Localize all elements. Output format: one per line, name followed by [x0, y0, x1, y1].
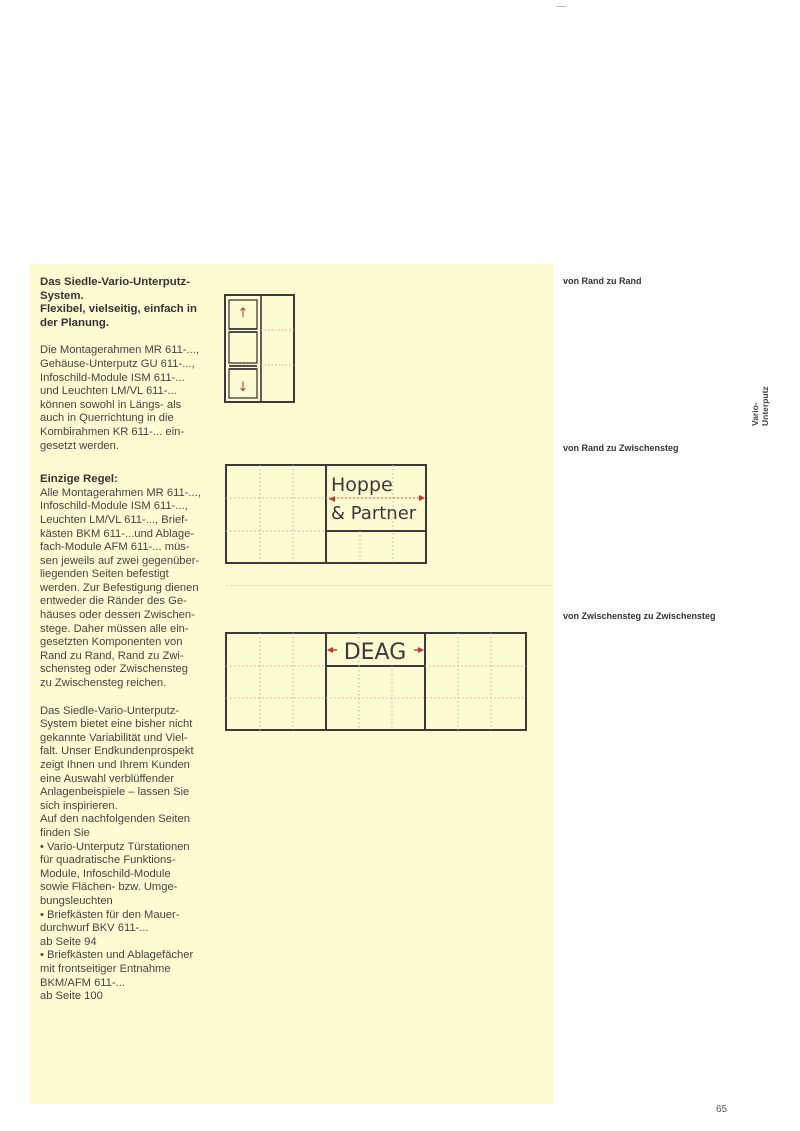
text-line: fach-Module AFM 611-... müs-: [40, 541, 190, 554]
text-line: gesetzt werden.: [40, 439, 119, 452]
text-line: ab Seite 94: [40, 935, 97, 948]
text-line: gesetzten Komponenten von: [40, 636, 183, 649]
caption-rand-zu-rand: von Rand zu Rand: [563, 276, 642, 286]
text-line: zu Zwischensteg reichen.: [40, 677, 167, 690]
side-tab-line: Unterputz: [760, 386, 770, 426]
text-line: Das Siedle-Vario-Unterputz-: [40, 704, 180, 717]
page-number: 65: [716, 1104, 728, 1115]
text-line: Leuchten LM/VL 611-..., Brief-: [40, 513, 188, 526]
text-line: Die Montagerahmen MR 611-...,: [40, 344, 199, 357]
divider-rule: [226, 585, 552, 586]
page-top-mark: [556, 6, 566, 7]
side-tab-line: Vario-: [750, 402, 760, 426]
side-tab: [750, 386, 770, 426]
arrow-up-icon: ↑: [237, 306, 249, 321]
text-line: durchwurf BKV 611-...: [40, 922, 149, 935]
paragraph-variabilitaet: [40, 705, 208, 1004]
heading-line: Flexibel, vielseitig, einfach in: [40, 303, 197, 316]
diagram-zwischensteg-zu-zwischensteg: [225, 632, 529, 733]
text-line: falt. Unser Endkundenprospekt: [40, 745, 194, 758]
text-line: bungsleuchten: [40, 894, 113, 907]
text-line: • Vario-Unterputz Türstationen: [40, 840, 190, 853]
text-line: kästen BKM 611-...und Ablage-: [40, 527, 195, 540]
text-line: Kombirahmen KR 611-... ein-: [40, 425, 185, 438]
text-line: • Briefkästen und Ablagefächer: [40, 949, 194, 962]
text-line: eine Auswahl verblüffender: [40, 772, 175, 785]
text-line: • Briefkästen für den Mauer-: [40, 908, 180, 921]
text-line: liegenden Seiten befestigt: [40, 568, 169, 581]
text-line: ab Seite 100: [40, 990, 103, 1003]
text-line: gekannte Variabilität und Viel-: [40, 731, 188, 744]
rule-heading: Einzige Regel:: [40, 473, 118, 486]
text-line: mit frontseitiger Entnahme: [40, 962, 171, 975]
text-line: für quadratische Funktions-: [40, 854, 176, 867]
text-line: und Leuchten LM/VL 611-...: [40, 385, 177, 398]
heading-line: Das Siedle-Vario-Unterputz-: [40, 276, 191, 288]
sign-hoppe: Hoppe: [331, 474, 393, 496]
text-line: Gehäuse-Unterputz GU 611-...,: [40, 357, 195, 370]
text-line: Infoschild-Module ISM 611-...: [40, 371, 185, 384]
caption-zwischensteg-zu-zwischensteg: von Zwischensteg zu Zwischensteg: [563, 611, 716, 621]
text-line: stege. Daher müssen alle ein-: [40, 622, 189, 635]
caption-rand-zu-zwischensteg: von Rand zu Zwischensteg: [563, 443, 679, 453]
text-line: Alle Montagerahmen MR 611-...,: [40, 486, 201, 499]
text-line: können sowohl in Längs- als: [40, 398, 182, 411]
paragraph-montagerahmen: [40, 344, 208, 453]
text-line: zeigt Ihnen und Ihrem Kunden: [40, 759, 190, 771]
text-column: [40, 276, 208, 1004]
text-line: finden Sie: [40, 826, 90, 839]
text-line: sowie Flächen- bzw. Umge-: [40, 881, 178, 894]
paragraph-einzige-regel: [40, 487, 208, 691]
heading-line: der Planung.: [40, 316, 109, 329]
text-line: Module, Infoschild-Module: [40, 867, 171, 880]
sign-partner: & Partner: [331, 503, 417, 524]
text-line: sen jeweils auf zwei gegenüber-: [40, 554, 200, 567]
diagram-rand-zu-rand: [224, 293, 296, 405]
diagram-rand-zu-zwischensteg: [225, 464, 429, 566]
text-line: Anlagenbeispiele – lassen Sie: [40, 786, 190, 799]
text-line: schensteg oder Zwischensteg: [40, 663, 189, 676]
heading-line: System.: [40, 289, 84, 302]
text-line: System bietet eine bisher nicht: [40, 718, 193, 731]
arrow-down-icon: ↓: [237, 380, 249, 395]
text-line: auch in Querrichtung in die: [40, 412, 174, 425]
text-line: häuses oder dessen Zwischen-: [40, 609, 195, 622]
text-line: entweder die Ränder des Ge-: [40, 595, 187, 608]
text-line: werden. Zur Befestigung dienen: [40, 581, 199, 594]
text-line: Infoschild-Module ISM 611-...,: [40, 500, 188, 513]
sign-deag: DEAG: [343, 640, 407, 665]
text-line: BKM/AFM 611-...: [40, 976, 125, 989]
text-line: Auf den nachfolgenden Seiten: [40, 813, 190, 826]
text-line: Rand zu Rand, Rand zu Zwi-: [40, 649, 184, 662]
text-line: sich inspirieren.: [40, 799, 118, 812]
